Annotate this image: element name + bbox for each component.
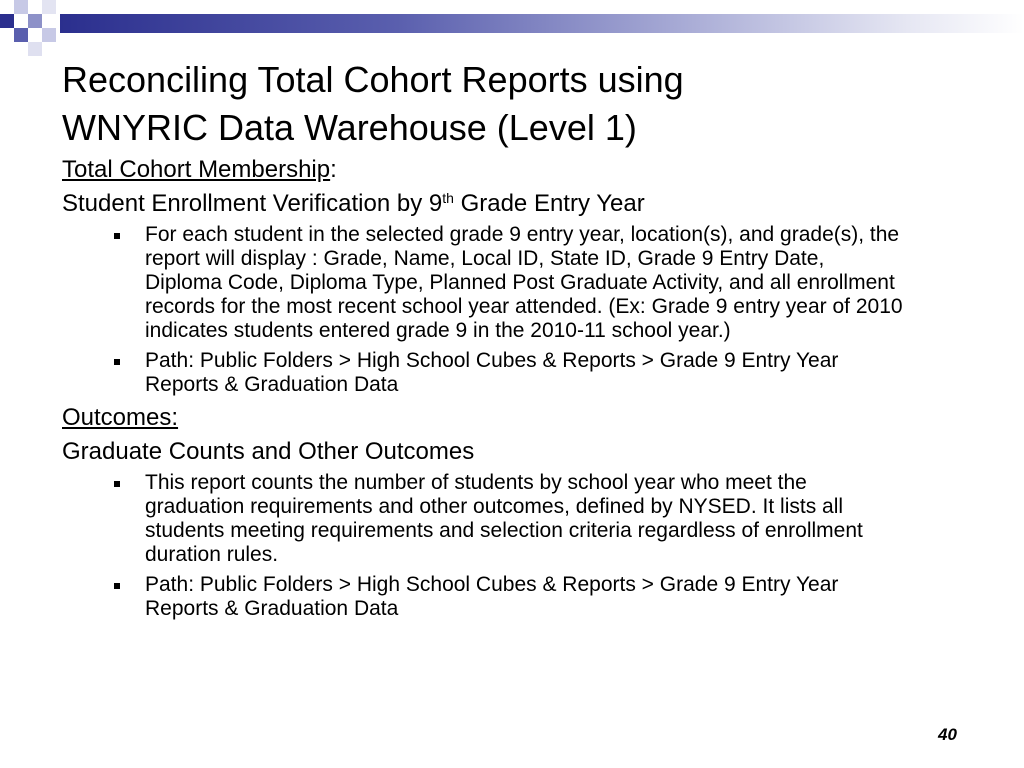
square-bullet-icon	[114, 583, 120, 589]
slide-content	[62, 155, 982, 627]
decor-square	[42, 28, 56, 42]
title-line-1: Reconciling Total Cohort Reports using	[62, 59, 684, 100]
bullet-list	[62, 471, 982, 621]
decor-square	[0, 14, 14, 28]
square-bullet-icon	[114, 233, 120, 239]
decor-square	[42, 0, 56, 14]
bullet-list	[62, 223, 982, 397]
square-bullet-icon	[114, 359, 120, 365]
decor-square	[14, 0, 28, 14]
section-subheading-graduate-counts: Graduate Counts and Other Outcomes	[62, 438, 475, 465]
decor-square	[14, 28, 28, 42]
section-subheading-enrollment: Student Enrollment Verification by 9th Grade Entry Year	[62, 190, 645, 217]
title-banner-bar	[60, 14, 1024, 33]
bullet-item: Path: Public Folders > High School Cubes & Reports > Grade 9 Entry Year Reports & Graduation Data	[62, 349, 905, 397]
page-number: 40	[938, 725, 957, 744]
bullet-item: For each student in the selected grade 9 entry year, location(s), and grade(s), the report will display : Grade, Name, Local ID, State ID, Grade 9 Entry Date, Diploma Code, Diploma Type, Planned Post Graduate Activity, and all enrollment records for the most recent school year attended. (Ex: Grade 9 entry year of 2010 indicates students entered grade 9 in the 2010-11 school year.)	[62, 223, 905, 343]
decor-square	[28, 42, 42, 56]
bullet-item: This report counts the number of students by school year who meet the graduation requirements and other outcomes, defined by NYSED. It lists all students meeting requirements and selection criteria regardless of enrollment duration rules.	[62, 471, 905, 567]
title-line-2: WNYRIC Data Warehouse (Level 1)	[62, 107, 637, 148]
square-bullet-icon	[114, 481, 120, 487]
bullet-item: Path: Public Folders > High School Cubes & Reports > Grade 9 Entry Year Reports & Graduation Data	[62, 573, 905, 621]
decor-square	[28, 14, 42, 28]
section-heading-membership: Total Cohort Membership:	[62, 156, 337, 183]
section-heading-outcomes: Outcomes:	[62, 404, 179, 431]
slide-title	[62, 56, 684, 152]
